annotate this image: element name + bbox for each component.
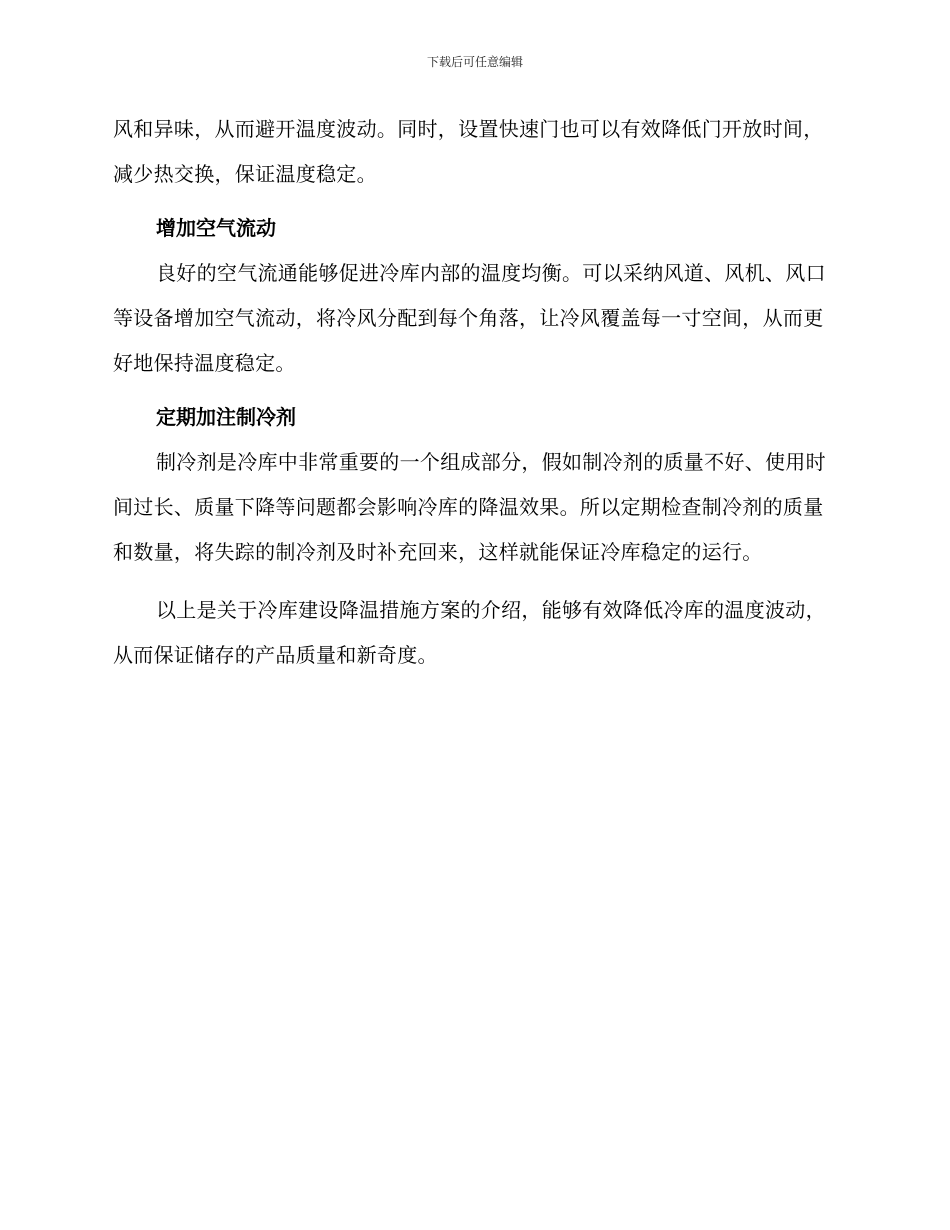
- intro-paragraph: 风和异味，从而避开温度波动。同时，设置快速门也可以有效降低门开放时间，减少热交换，保证温度稳定。: [113, 117, 824, 186]
- section-heading-refrigerant: 定期加注制冷剂: [156, 405, 296, 429]
- document-body: [113, 107, 837, 678]
- section-heading-air-flow: 增加空气流动: [156, 216, 276, 240]
- section-paragraph-air-flow: 良好的空气流通能够促进冷库内部的温度均衡。可以采纳风道、风机、风口等设备增加空气流动，将冷风分配到每个角落，让冷风覆盖每一寸空间，从而更好地保持温度稳定。: [113, 261, 826, 375]
- section-paragraph-refrigerant: 制冷剂是冷库中非常重要的一个组成部分，假如制冷剂的质量不好、使用时间过长、质量下降等问题都会影响冷库的降温效果。所以定期检查制冷剂的质量和数量，将失踪的制冷剂及时补充回来，这样就能保证冷库稳定的运行。: [113, 450, 826, 564]
- page-header: 下载后可任意编辑: [426, 55, 523, 69]
- conclusion-paragraph: 以上是关于冷库建设降温措施方案的介绍，能够有效降低冷库的温度波动，从而保证储存的产品质量和新奇度。: [113, 598, 826, 667]
